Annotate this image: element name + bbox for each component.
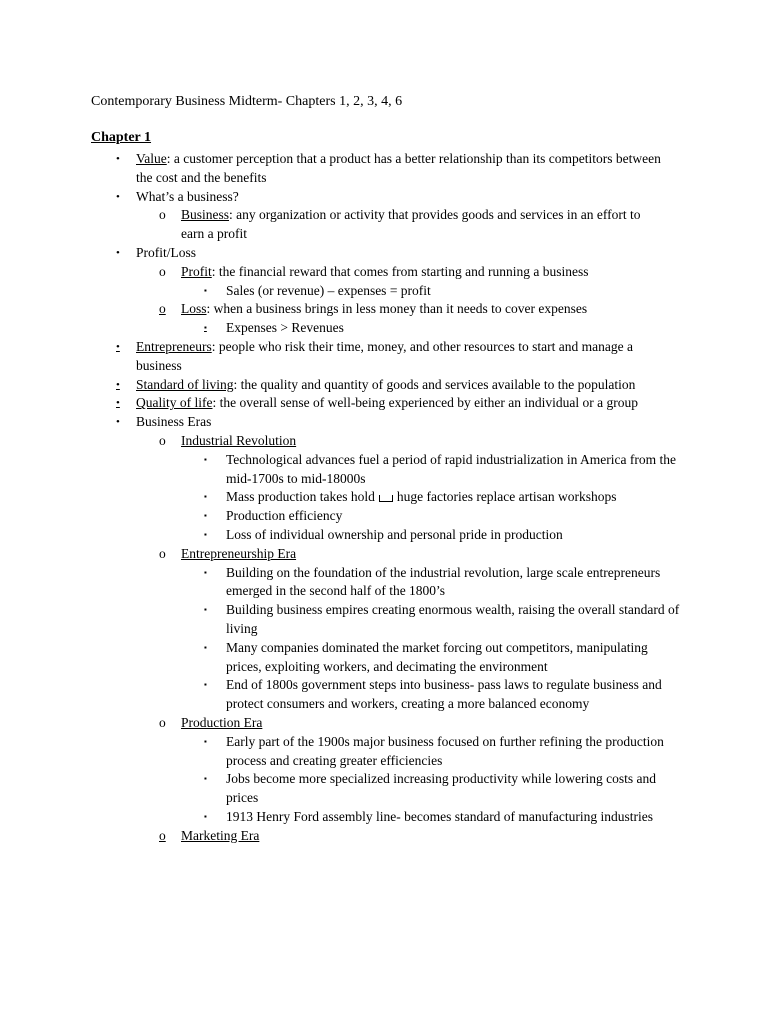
list-text: Building business empires creating enormous wealth, raising the overall standard of living <box>226 602 680 636</box>
list-text: Early part of the 1900s major business focused on further refining the production process and creating greater efficiencies <box>226 733 664 768</box>
list-item <box>0 488 768 507</box>
bullet-square-icon: ▪ <box>204 492 207 502</box>
outline-list <box>0 150 768 845</box>
list-text: Mass production takes hold <box>226 489 375 505</box>
bullet-square-icon: ▪ <box>204 454 207 464</box>
list-text: Jobs become more specialized increasing productivity while lowering costs and prices <box>226 771 657 806</box>
list-item <box>0 808 768 827</box>
bullet-circle-icon: o <box>159 714 166 730</box>
term: Quality of life <box>136 395 213 411</box>
list-text: Loss of individual ownership and personal pride in production <box>226 526 563 542</box>
bullet-square-icon: ▪ <box>204 736 207 746</box>
list-item <box>0 507 768 526</box>
bullet-square-icon: ▪ <box>204 605 207 615</box>
list-item <box>0 639 768 677</box>
bullet-square-icon: ▪ <box>204 529 207 539</box>
definition: : when a business brings in less money than it needs to cover expenses <box>206 301 588 317</box>
bullet-disc-icon: • <box>116 340 120 353</box>
list-text: 1913 Henry Ford assembly line- becomes standard of manufacturing industries <box>226 808 654 824</box>
list-text: Business Eras <box>136 414 212 430</box>
bullet-circle-icon: o <box>159 432 166 448</box>
term: Value <box>136 151 167 166</box>
bullet-square-icon: ▪ <box>204 567 207 577</box>
list-text: Sales (or revenue) – expenses = profit <box>226 282 431 298</box>
list-text: Expenses > Revenues <box>226 320 344 336</box>
list-item <box>0 770 768 808</box>
era-heading: Industrial Revolution <box>181 432 297 448</box>
list-item <box>0 244 768 263</box>
bullet-square-icon: ▪ <box>204 774 207 784</box>
definition: : any organization or activity that provides goods and services in an effort to earn a profit <box>181 207 641 242</box>
list-item <box>0 733 768 771</box>
term: Standard of living <box>136 376 234 392</box>
bullet-disc-icon: • <box>116 378 120 391</box>
document-title: Contemporary Business Midterm- Chapters 1, 2, 3, 4, 6 <box>91 94 403 109</box>
list-item <box>0 601 768 639</box>
list-text: Technological advances fuel a period of rapid industrialization in America from the mid-1700s to mid-18000s <box>226 451 677 486</box>
bullet-circle-icon: o <box>159 301 166 317</box>
bullet-square-icon: ▪ <box>204 680 207 690</box>
list-item <box>0 564 768 602</box>
list-item <box>0 282 768 301</box>
bullet-square-icon: ▪ <box>204 323 207 333</box>
bullet-square-icon: ▪ <box>204 511 207 521</box>
list-item <box>0 432 768 451</box>
bullet-disc-icon: • <box>116 190 120 203</box>
list-text: Many companies dominated the market forcing out competitors, manipulating prices, exploiting workers, and decimating the environment <box>226 639 648 674</box>
list-item <box>0 206 768 244</box>
list-item <box>0 376 768 395</box>
definition: : people who risk their time, money, and other resources to start and manage a business <box>136 338 633 373</box>
bullet-circle-icon: o <box>159 263 166 279</box>
bullet-disc-icon: • <box>116 153 120 165</box>
bullet-disc-icon: • <box>116 246 120 259</box>
term: Entrepreneurs <box>136 338 212 354</box>
list-item <box>0 545 768 564</box>
definition: : the quality and quantity of goods and services available to the population <box>233 376 636 392</box>
list-item <box>0 526 768 545</box>
bullet-circle-icon: o <box>159 545 166 561</box>
term: Profit <box>181 263 212 279</box>
list-item <box>0 413 768 432</box>
list-text: End of 1800s government steps into business- pass laws to regulate business and protect consumers and workers, creating a more balanced economy <box>226 677 662 712</box>
list-text: huge factories replace artisan workshops <box>396 489 617 505</box>
term: Business <box>181 207 230 223</box>
bullet-square-icon: ▪ <box>204 285 207 295</box>
chapter-heading: Chapter 1 <box>91 130 152 145</box>
list-item <box>0 714 768 733</box>
list-item <box>0 338 768 376</box>
list-item <box>0 263 768 282</box>
list-text: Building on the foundation of the industrial revolution, large scale entrepreneurs emerged in the second half of the 1800’s <box>226 564 661 599</box>
list-item <box>0 319 768 338</box>
bullet-disc-icon: • <box>116 397 120 410</box>
list-text: Profit/Loss <box>136 244 197 260</box>
list-item <box>0 150 768 188</box>
definition: : the financial reward that comes from starting and running a business <box>211 263 589 279</box>
list-item <box>0 451 768 489</box>
term: Loss <box>181 301 207 317</box>
list-text: Production efficiency <box>226 508 343 524</box>
bracket-arrow-icon <box>379 495 393 502</box>
bullet-square-icon: ▪ <box>204 811 207 821</box>
bullet-circle-icon: o <box>159 207 166 223</box>
bullet-square-icon: ▪ <box>204 642 207 652</box>
era-heading: Marketing Era <box>181 827 260 843</box>
list-item <box>0 676 768 714</box>
list-item <box>0 300 768 319</box>
bullet-circle-icon: o <box>159 827 166 843</box>
definition: : the overall sense of well-being experienced by either an individual or a group <box>212 395 638 411</box>
list-text: What’s a business? <box>136 188 239 204</box>
era-heading: Entrepreneurship Era <box>181 545 297 561</box>
bullet-disc-icon: • <box>116 416 120 429</box>
definition: : a customer perception that a product has a better relationship than its competitors between the cost and the benefits <box>136 151 661 185</box>
list-item <box>0 394 768 413</box>
list-item <box>0 827 768 846</box>
list-item <box>0 188 768 207</box>
era-heading: Production Era <box>181 714 263 730</box>
